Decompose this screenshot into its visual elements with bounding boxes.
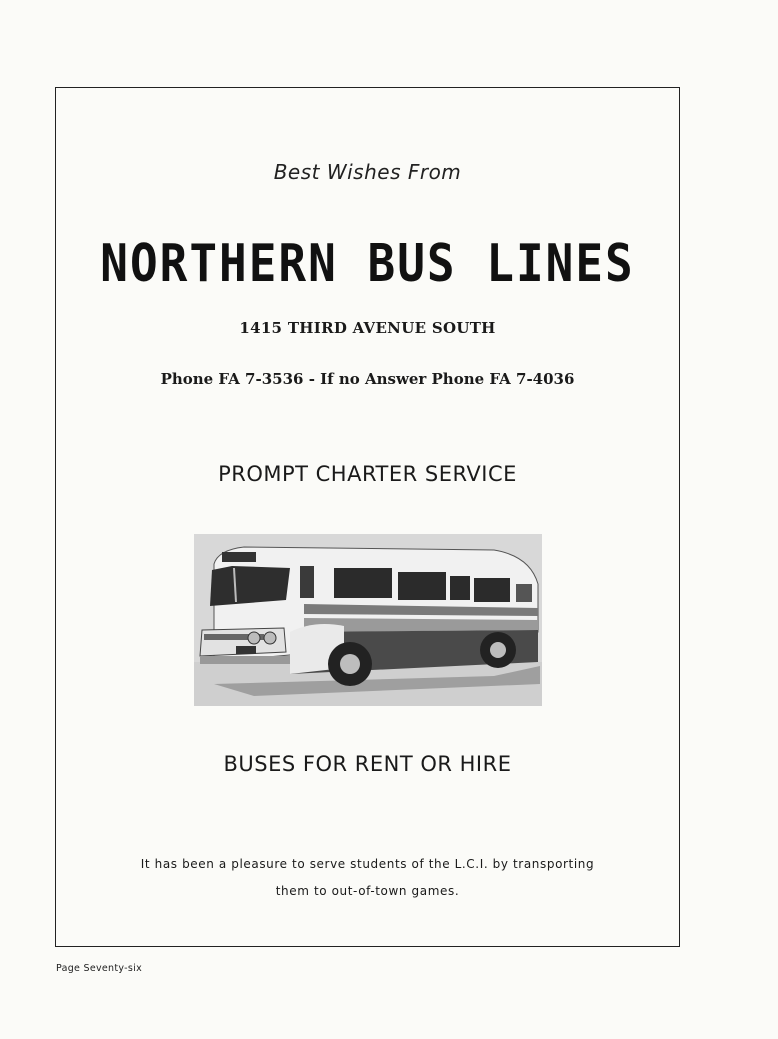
page-number: Page Seventy-six [56,963,142,974]
company-phone: Phone FA 7-3536 - If no Answer Phone FA 7-4036 [160,370,575,388]
greeting-text: Best Wishes From [273,160,462,184]
bus-illustration [194,534,542,706]
bus-photo [194,534,542,706]
service-headline: PROMPT CHARTER SERVICE [218,462,517,486]
company-address: 1415 THIRD AVENUE SOUTH [239,319,496,337]
thank-you-note [55,851,680,905]
hire-headline: BUSES FOR RENT OR HIRE [223,752,512,776]
company-name: NORTHERN BUS LINES [100,232,635,294]
thank-you-note-line-2: them to out-of-town games. [275,884,460,898]
ad-border-frame [55,87,680,947]
thank-you-note-line-1: It has been a pleasure to serve students of the L.C.I. by transporting [140,857,595,871]
